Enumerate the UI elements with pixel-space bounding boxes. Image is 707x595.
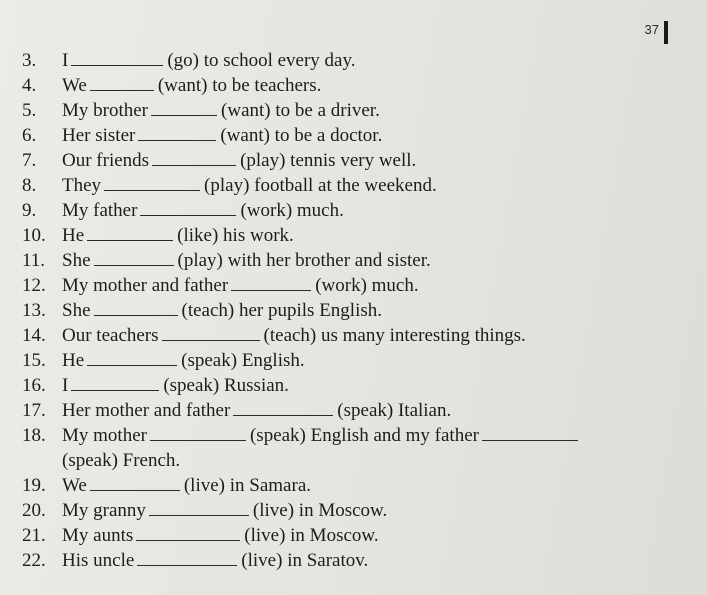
exercise-number: 6. [22, 125, 37, 146]
exercise-subject: My father [62, 200, 138, 221]
answer-blank [149, 500, 249, 516]
answer-blank [138, 125, 216, 141]
exercise-item [22, 148, 682, 173]
answer-blank [94, 250, 174, 266]
answer-blank [87, 350, 177, 366]
exercise-subject: He [62, 350, 85, 371]
exercise-prompt: (speak) Russian. [163, 375, 289, 396]
exercise-subject: Our friends [62, 150, 150, 171]
exercise-number: 5. [22, 100, 37, 121]
exercise-subject: Her mother and father [62, 400, 231, 421]
exercise-number: 18. [22, 425, 46, 446]
exercise-prompt: (teach) us many interesting things. [263, 325, 526, 346]
exercise-number: 14. [22, 325, 46, 346]
exercise-item [22, 123, 682, 148]
exercise-item [22, 273, 682, 298]
exercise-number: 8. [22, 175, 37, 196]
exercise-prompt: (work) much. [315, 275, 419, 296]
exercise-number: 12. [22, 275, 46, 296]
exercise-subject: My mother and father [62, 275, 229, 296]
answer-blank [90, 475, 180, 491]
answer-blank [104, 175, 200, 191]
exercise-subject: Her sister [62, 125, 136, 146]
exercise-number: 19. [22, 475, 46, 496]
answer-blank [231, 275, 311, 291]
exercise-item [22, 498, 682, 523]
exercise-subject: We [62, 75, 87, 96]
answer-blank [151, 100, 217, 116]
exercise-subject: She [62, 250, 91, 271]
exercise-prompt: (speak) English and my father [249, 425, 479, 446]
exercise-number: 4. [22, 75, 37, 96]
exercise-subject: My mother [62, 425, 147, 446]
exercise-number: 21. [22, 525, 46, 546]
page-number: 37 [644, 22, 659, 37]
exercise-item [22, 423, 682, 448]
exercise-number: 20. [22, 500, 46, 521]
answer-blank [71, 50, 163, 66]
exercise-subject: Our teachers [62, 325, 159, 346]
exercise-prompt: (want) to be a doctor. [220, 125, 383, 146]
answer-blank [87, 225, 173, 241]
exercise-item [22, 373, 682, 398]
exercise-number: 10. [22, 225, 46, 246]
exercise-number: 22. [22, 550, 46, 571]
exercise-continuation: (speak) French. [62, 450, 181, 471]
exercise-prompt: (play) with her brother and sister. [177, 250, 431, 271]
exercise-number: 9. [22, 200, 37, 221]
exercise-item [22, 73, 682, 98]
exercise-prompt: (speak) Italian. [337, 400, 452, 421]
exercise-subject: My brother [62, 100, 149, 121]
exercise-prompt: (teach) her pupils English. [181, 300, 383, 321]
exercise-subject: We [62, 475, 87, 496]
answer-blank [71, 375, 159, 391]
exercise-prompt: (work) much. [240, 200, 344, 221]
exercise-number: 3. [22, 50, 37, 71]
exercise-subject: My aunts [62, 525, 134, 546]
exercise-item [22, 223, 682, 248]
exercise-prompt: (speak) English. [181, 350, 305, 371]
exercise-prompt: (go) to school every day. [167, 50, 356, 71]
exercise-subject: My granny [62, 500, 146, 521]
answer-blank [90, 75, 154, 91]
exercise-prompt: (want) to be teachers. [157, 75, 322, 96]
exercise-number: 16. [22, 375, 46, 396]
exercise-prompt: (like) his work. [177, 225, 294, 246]
exercise-item [22, 398, 682, 423]
exercise-prompt: (play) football at the weekend. [204, 175, 437, 196]
exercise-number: 11. [22, 250, 46, 271]
exercise-item [22, 473, 682, 498]
exercise-item [22, 98, 682, 123]
exercise-number: 15. [22, 350, 46, 371]
answer-blank [140, 200, 236, 216]
answer-blank [152, 150, 236, 166]
page-marker-bar [664, 21, 668, 44]
exercise-item [22, 323, 682, 348]
exercise-subject: They [62, 175, 102, 196]
exercise-list [22, 48, 682, 573]
exercise-item [22, 348, 682, 373]
answer-blank [162, 325, 260, 341]
exercise-item [22, 173, 682, 198]
answer-blank [136, 525, 240, 541]
exercise-item [22, 248, 682, 273]
answer-blank [94, 300, 178, 316]
exercise-item [22, 298, 682, 323]
exercise-number: 17. [22, 400, 46, 421]
exercise-item [22, 198, 682, 223]
exercise-item [22, 48, 682, 73]
exercise-prompt: (want) to be a driver. [221, 100, 380, 121]
answer-blank [150, 425, 246, 441]
exercise-subject: She [62, 300, 91, 321]
exercise-subject: He [62, 225, 85, 246]
exercise-prompt: (live) in Saratov. [241, 550, 369, 571]
exercise-prompt: (play) tennis very well. [240, 150, 417, 171]
exercise-subject: I [62, 375, 69, 396]
exercise-item [22, 548, 682, 573]
answer-blank [482, 425, 578, 441]
exercise-prompt: (live) in Samara. [183, 475, 312, 496]
exercise-prompt: (live) in Moscow. [252, 500, 388, 521]
exercise-item [22, 523, 682, 548]
answer-blank [233, 400, 333, 416]
exercise-subject: His uncle [62, 550, 135, 571]
exercise-number: 7. [22, 150, 37, 171]
exercise-subject: I [62, 50, 69, 71]
exercise-number: 13. [22, 300, 46, 321]
exercise-prompt: (live) in Moscow. [244, 525, 379, 546]
answer-blank [137, 550, 237, 566]
